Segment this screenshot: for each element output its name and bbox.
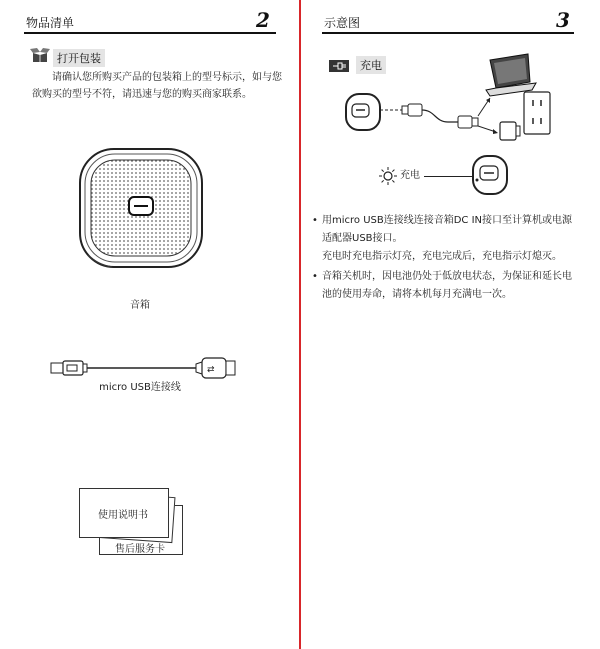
sun-indicator-icon	[378, 166, 398, 186]
speaker-caption: 音箱	[130, 300, 150, 311]
right-page-number: 3	[556, 8, 570, 32]
bullet-line: 音箱关机时，因电池仍处于低放电状态，为保证和延长电	[322, 271, 572, 282]
bullet-line: 充电时充电指示灯亮，充电完成后，充电指示灯熄灭。	[322, 251, 562, 262]
page-divider	[299, 0, 301, 649]
svg-text:⇄: ⇄	[207, 365, 215, 375]
charge-tag: 充电	[356, 56, 386, 74]
bullet-item	[312, 268, 592, 304]
bullet-marker: •	[312, 271, 318, 282]
left-header-title: 物品清单	[26, 16, 75, 30]
usb-cable-caption: micro USB连接线	[99, 382, 181, 393]
speaker-illustration	[78, 147, 204, 271]
charge-indicator-label: 充电	[400, 170, 420, 181]
warranty-caption: 售后服务卡	[115, 544, 165, 555]
bullet-line: 适配器USB接口。	[322, 233, 403, 244]
indicator-line	[424, 176, 474, 177]
right-header-rule	[322, 32, 574, 34]
bullet-line: 池的使用寿命，请将本机每月充满电一次。	[322, 289, 512, 300]
speaker-port-indicator	[470, 154, 510, 196]
bullet-line: 用micro USB连接线连接音箱DC IN接口至计算机或电源	[322, 215, 573, 226]
manual-caption: 使用说明书	[98, 510, 148, 521]
bullet-list	[312, 212, 592, 304]
charging-diagram	[340, 52, 560, 144]
section-label-unpack: 打开包装	[53, 49, 105, 67]
left-page-number: 2	[256, 8, 270, 32]
unpack-instruction: 请确认您所购买产品的包装箱上的型号标示，如与您欲购买的型号不符，请迅速与您的购买商家联系。	[32, 72, 282, 100]
right-header-title: 示意图	[324, 16, 361, 30]
left-header-rule	[24, 32, 276, 34]
open-box-icon	[30, 47, 50, 63]
bullet-item	[312, 212, 592, 266]
bullet-marker: •	[312, 215, 318, 226]
